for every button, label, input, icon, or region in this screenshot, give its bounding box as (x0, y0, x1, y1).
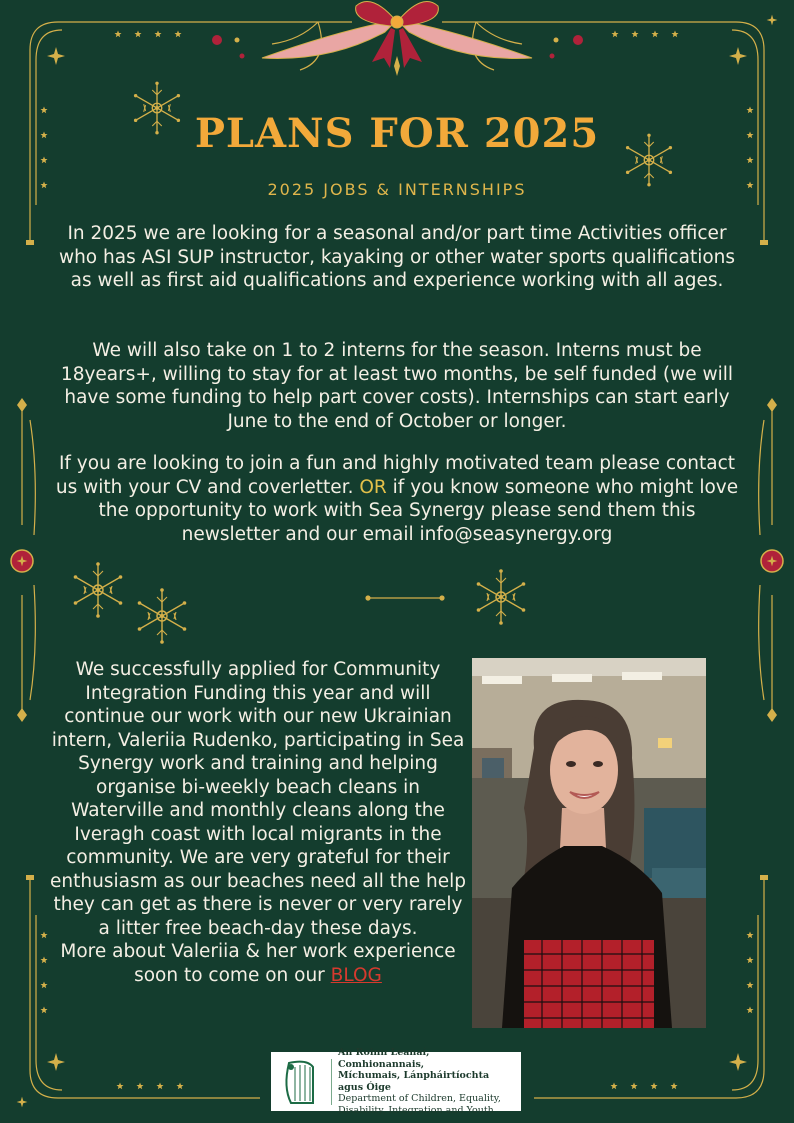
page-title: PLANS FOR 2025 (194, 110, 600, 157)
or-highlight: OR (359, 476, 387, 498)
logo-irish-line-1: An Roinn Leanaí, Comhionannais, (338, 1047, 430, 1070)
funding-text-block (48, 658, 468, 987)
department-logo (271, 1047, 521, 1116)
more-about-text: More about Valeriia & her work experience soon to come on our (60, 941, 456, 986)
section-subtitle: 2025 JOBS & INTERNSHIPS (267, 180, 527, 199)
funding-paragraph: We successfully applied for Community Integration Funding this year and will continue our work with our new Ukrainian intern, Valeriia Rudenko, participating in Sea Synergy work and training and helping organise bi-weekly beach cleans in Waterville and monthly cleans along the Iveragh coast with local migrants in the community. We are very grateful for their enthusiasm as our beaches need all the help they can get as there is never or very rarely a litter free beach-day these days. (50, 659, 466, 939)
internship-paragraph: We will also take on 1 to 2 interns for the season. Interns must be 18years+, willing to stay for at least two months, be self funded (we will have some funding to help part cover costs). Internships can start early June to the end of October or longer. (60, 340, 734, 432)
harp-icon (277, 1057, 325, 1107)
intern-photo (472, 658, 706, 1028)
contact-paragraph (50, 452, 744, 546)
blog-link[interactable]: BLOG (330, 964, 382, 986)
contact-text-end: if you know someone who might love the opportunity to work with Sea Synergy please send them this newsletter and our email info@seasynergy.org (98, 476, 739, 545)
logo-text (338, 1047, 515, 1116)
logo-irish-line-2: Míchumais, Lánpháirtíochta agus Óige (338, 1070, 490, 1093)
logo-divider (331, 1059, 332, 1105)
contact-text-start: If you are looking to join a fun and highly motivated team please contact us with your CV and coverletter. (55, 453, 736, 498)
jobs-paragraph: In 2025 we are looking for a seasonal and/or part time Activities officer who has ASI SUP instructor, kayaking or other water sports qualifications as well as first aid qualifications and experience working with all ages. (58, 223, 736, 291)
logo-english-line-2: Disability, Integration and Youth (338, 1104, 494, 1116)
logo-english-line-1: Department of Children, Equality, (338, 1093, 501, 1104)
